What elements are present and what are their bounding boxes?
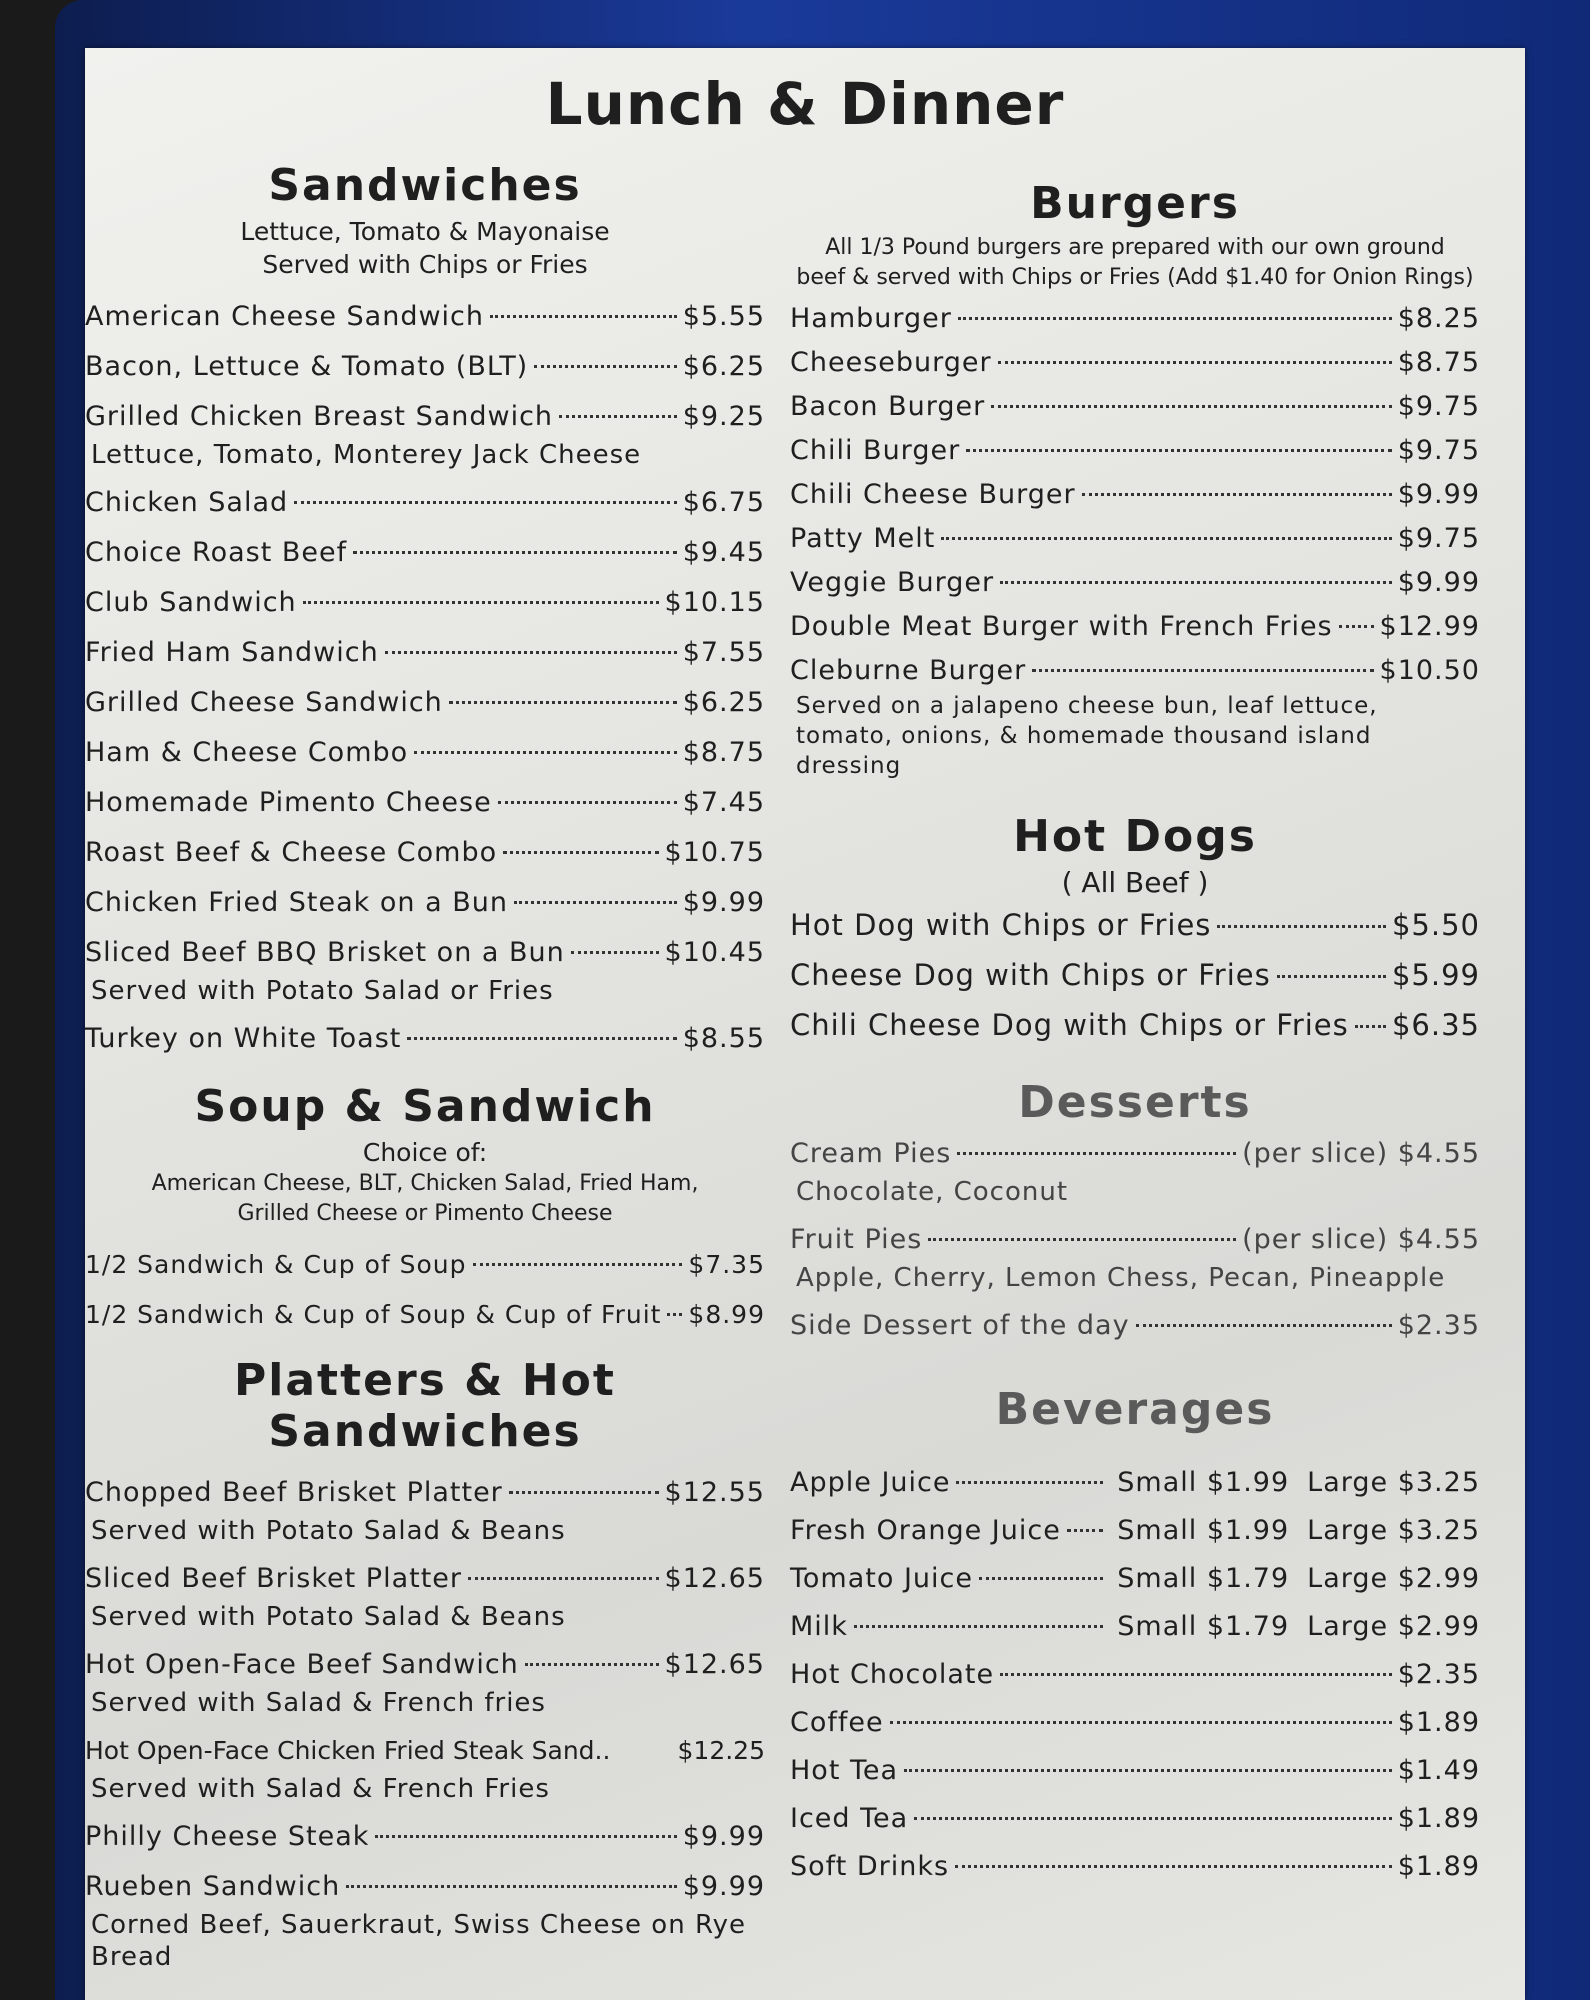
item-name: 1/2 Sandwich & Cup of Soup — [85, 1250, 467, 1279]
item-note: Served with Potato Salad & Beans — [91, 1516, 566, 1546]
item-name: Fried Ham Sandwich — [85, 637, 379, 668]
item-name: Chili Cheese Dog with Chips or Fries — [790, 1008, 1349, 1042]
item-price: $9.99 — [682, 887, 765, 918]
menu-item — [790, 1705, 1480, 1741]
item-price: $9.99 — [682, 1821, 765, 1852]
item-price-large: Large $3.25 — [1307, 1467, 1480, 1498]
item-price: $8.75 — [682, 737, 765, 768]
item-price: $12.55 — [664, 1477, 765, 1508]
item-price: $6.25 — [682, 351, 765, 382]
menu-item — [790, 957, 1480, 993]
item-note: Served with Salad & French fries — [91, 1688, 546, 1718]
item-name: Bacon Burger — [790, 391, 986, 422]
menu-item — [790, 653, 1480, 689]
item-name: Fresh Orange Juice — [790, 1515, 1061, 1546]
menu-page — [85, 48, 1525, 2000]
item-name: Rueben Sandwich — [85, 1871, 341, 1902]
menu-item — [85, 635, 765, 671]
item-name: Homemade Pimento Cheese — [85, 787, 492, 818]
item-price: $2.35 — [1397, 1659, 1480, 1690]
menu-item — [790, 521, 1480, 557]
section-platters — [85, 1355, 765, 1973]
menu-item — [85, 535, 765, 571]
menu-item — [85, 349, 765, 385]
section-subtitle: ( All Beef ) — [1061, 866, 1209, 899]
menu-item — [790, 609, 1480, 645]
item-price: $1.89 — [1397, 1851, 1480, 1882]
item-price: $9.45 — [682, 537, 765, 568]
item-price: $5.55 — [682, 301, 765, 332]
item-price: (per slice) $4.55 — [1242, 1224, 1480, 1255]
item-price: $8.55 — [682, 1023, 765, 1054]
section-beverages — [790, 1384, 1480, 1885]
item-price: (per slice) $4.55 — [1242, 1138, 1480, 1169]
item-name: Chili Cheese Burger — [790, 479, 1076, 510]
menu-item — [85, 299, 765, 335]
item-price: $9.99 — [682, 1871, 765, 1902]
section-desserts — [790, 1077, 1480, 1344]
section-subtitle: Choice of: — [362, 1138, 488, 1167]
item-price: $6.75 — [682, 487, 765, 518]
item-name: Hamburger — [790, 303, 952, 334]
item-price-small: Small $1.79 — [1117, 1563, 1290, 1594]
menu-item — [790, 345, 1480, 381]
item-name: Hot Open-Face Chicken Fried Steak Sand.. — [85, 1736, 611, 1765]
item-price: $8.75 — [1397, 347, 1480, 378]
item-price: $6.35 — [1391, 1008, 1480, 1042]
item-name: Grilled Chicken Breast Sandwich — [85, 401, 554, 432]
menu-item — [85, 835, 765, 871]
menu-item — [790, 1308, 1480, 1344]
item-name: Ham & Cheese Combo — [85, 737, 409, 768]
menu-item — [85, 399, 765, 435]
menu-item — [85, 1297, 765, 1333]
menu-item — [85, 585, 765, 621]
item-name: Iced Tea — [790, 1803, 909, 1834]
section-title: Platters & Hot Sandwiches — [234, 1355, 616, 1457]
item-price-small: Small $1.99 — [1117, 1515, 1290, 1546]
item-name: Chicken Fried Steak on a Bun — [85, 887, 508, 918]
item-note: Chocolate, Coconut — [796, 1177, 1069, 1207]
item-price: $9.99 — [1397, 567, 1480, 598]
item-name: Hot Tea — [790, 1755, 899, 1786]
item-note: Served with Salad & French Fries — [91, 1774, 550, 1804]
item-price: $12.99 — [1379, 611, 1480, 642]
menu-item — [790, 1609, 1480, 1645]
item-name: Cream Pies — [790, 1138, 952, 1169]
menu-item — [790, 389, 1480, 425]
section-subtitle: Served with Chips or Fries — [262, 250, 588, 279]
item-note: Served on a jalapeno cheese bun, leaf lettuce, tomato, onions, & homemade thousand island dressing — [796, 693, 1378, 779]
item-price: $10.75 — [664, 837, 765, 868]
item-name: Sliced Beef BBQ Brisket on a Bun — [85, 937, 565, 968]
section-subtitle: Grilled Cheese or Pimento Cheese — [237, 1201, 613, 1226]
section-subtitle: American Cheese, BLT, Chicken Salad, Fried Ham, — [151, 1171, 699, 1196]
item-name: 1/2 Sandwich & Cup of Soup & Cup of Fruit — [85, 1300, 662, 1329]
section-subtitle: beef & served with Chips or Fries (Add $1.40 for Onion Rings) — [796, 265, 1474, 290]
item-name: American Cheese Sandwich — [85, 301, 484, 332]
item-price: $9.75 — [1397, 435, 1480, 466]
item-name: Turkey on White Toast — [85, 1023, 402, 1054]
item-name: Patty Melt — [790, 523, 936, 554]
section-hot-dogs — [790, 811, 1480, 1043]
item-name: Veggie Burger — [790, 567, 995, 598]
item-price: $10.45 — [664, 937, 765, 968]
item-price-small: Small $1.99 — [1117, 1467, 1290, 1498]
menu-item — [790, 1222, 1480, 1258]
item-price: $5.99 — [1391, 958, 1480, 992]
section-title: Beverages — [995, 1384, 1275, 1435]
section-subtitle: All 1/3 Pound burgers are prepared with our own ground — [825, 235, 1445, 260]
menu-item — [790, 1561, 1480, 1597]
item-price: $1.89 — [1397, 1803, 1480, 1834]
item-price: $9.25 — [682, 401, 765, 432]
item-name: Choice Roast Beef — [85, 537, 348, 568]
item-name: Double Meat Burger with French Fries — [790, 611, 1333, 642]
item-name: Side Dessert of the day — [790, 1310, 1130, 1341]
item-price-large: Large $3.25 — [1307, 1515, 1480, 1546]
menu-item — [85, 485, 765, 521]
menu-item — [790, 1513, 1480, 1549]
item-name: Sliced Beef Brisket Platter — [85, 1563, 463, 1594]
section-soup-sandwich — [85, 1081, 765, 1333]
item-price-small: Small $1.79 — [1117, 1611, 1290, 1642]
item-price: $7.35 — [688, 1250, 765, 1279]
item-price: $8.25 — [1397, 303, 1480, 334]
menu-item — [85, 1819, 765, 1855]
section-title: Burgers — [1030, 178, 1240, 229]
item-price: $7.55 — [682, 637, 765, 668]
menu-item — [790, 907, 1480, 943]
item-name: Chili Burger — [790, 435, 961, 466]
menu-item — [790, 433, 1480, 469]
item-name: Coffee — [790, 1707, 884, 1738]
menu-item — [790, 1136, 1480, 1172]
item-note: Served with Potato Salad or Fries — [91, 976, 554, 1006]
item-price: $5.50 — [1391, 908, 1480, 942]
item-note: Corned Beef, Sauerkraut, Swiss Cheese on Rye Bread — [91, 1910, 746, 1972]
menu-item — [85, 1647, 765, 1683]
item-name: Cheese Dog with Chips or Fries — [790, 958, 1271, 992]
section-burgers — [790, 178, 1480, 781]
item-note: Apple, Cherry, Lemon Chess, Pecan, Pineapple — [796, 1263, 1446, 1293]
item-price: $12.25 — [677, 1736, 765, 1765]
item-price: $12.65 — [664, 1649, 765, 1680]
menu-item — [85, 935, 765, 971]
item-name: Philly Cheese Steak — [85, 1821, 370, 1852]
section-title: Soup & Sandwich — [194, 1081, 656, 1132]
item-price-large: Large $2.99 — [1307, 1611, 1480, 1642]
item-name: Chicken Salad — [85, 487, 289, 518]
section-subtitle: Lettuce, Tomato & Mayonaise — [240, 217, 610, 246]
menu-item — [790, 1801, 1480, 1837]
section-title: Sandwiches — [268, 160, 582, 211]
item-name: Cheeseburger — [790, 347, 992, 378]
menu-item — [85, 1475, 765, 1511]
item-name: Milk — [790, 1611, 848, 1642]
item-name: Cleburne Burger — [790, 655, 1027, 686]
item-name: Tomato Juice — [790, 1563, 973, 1594]
menu-item — [790, 1465, 1480, 1501]
item-price: $9.99 — [1397, 479, 1480, 510]
menu-item — [85, 1021, 765, 1057]
item-price: $7.45 — [682, 787, 765, 818]
item-name: Bacon, Lettuce & Tomato (BLT) — [85, 351, 529, 382]
item-name: Apple Juice — [790, 1467, 951, 1498]
item-price: $2.35 — [1397, 1310, 1480, 1341]
menu-item — [85, 885, 765, 921]
menu-item — [790, 1007, 1480, 1043]
item-name: Roast Beef & Cheese Combo — [85, 837, 498, 868]
section-sandwiches — [85, 160, 765, 1057]
item-note: Served with Potato Salad & Beans — [91, 1602, 566, 1632]
section-title: Hot Dogs — [1013, 811, 1257, 862]
menu-item — [790, 565, 1480, 601]
item-price: $10.50 — [1379, 655, 1480, 686]
menu-item — [85, 1733, 765, 1769]
menu-item — [85, 1247, 765, 1283]
menu-item — [790, 301, 1480, 337]
menu-item — [790, 1753, 1480, 1789]
left-column — [85, 160, 765, 1987]
menu-item — [790, 477, 1480, 513]
item-name: Soft Drinks — [790, 1851, 950, 1882]
menu-item — [790, 1849, 1480, 1885]
page-title: Lunch & Dinner — [545, 70, 1065, 138]
item-price: $10.15 — [664, 587, 765, 618]
menu-item — [85, 1561, 765, 1597]
item-price: $1.49 — [1397, 1755, 1480, 1786]
item-price: $1.89 — [1397, 1707, 1480, 1738]
item-note: Lettuce, Tomato, Monterey Jack Cheese — [91, 440, 642, 470]
menu-item — [85, 735, 765, 771]
item-price: $6.25 — [682, 687, 765, 718]
menu-item — [790, 1657, 1480, 1693]
item-name: Hot Chocolate — [790, 1659, 995, 1690]
item-price-large: Large $2.99 — [1307, 1563, 1480, 1594]
right-column — [790, 178, 1480, 1897]
item-name: Fruit Pies — [790, 1224, 923, 1255]
item-price: $8.99 — [688, 1300, 765, 1329]
item-name: Hot Dog with Chips or Fries — [790, 908, 1212, 942]
menu-item — [85, 785, 765, 821]
item-name: Chopped Beef Brisket Platter — [85, 1477, 503, 1508]
item-name: Hot Open-Face Beef Sandwich — [85, 1649, 519, 1680]
menu-item — [85, 1869, 765, 1905]
item-name: Grilled Cheese Sandwich — [85, 687, 443, 718]
item-name: Club Sandwich — [85, 587, 297, 618]
item-price: $9.75 — [1397, 523, 1480, 554]
item-price: $9.75 — [1397, 391, 1480, 422]
menu-item — [85, 685, 765, 721]
item-price: $12.65 — [664, 1563, 765, 1594]
section-title: Desserts — [1018, 1077, 1252, 1128]
